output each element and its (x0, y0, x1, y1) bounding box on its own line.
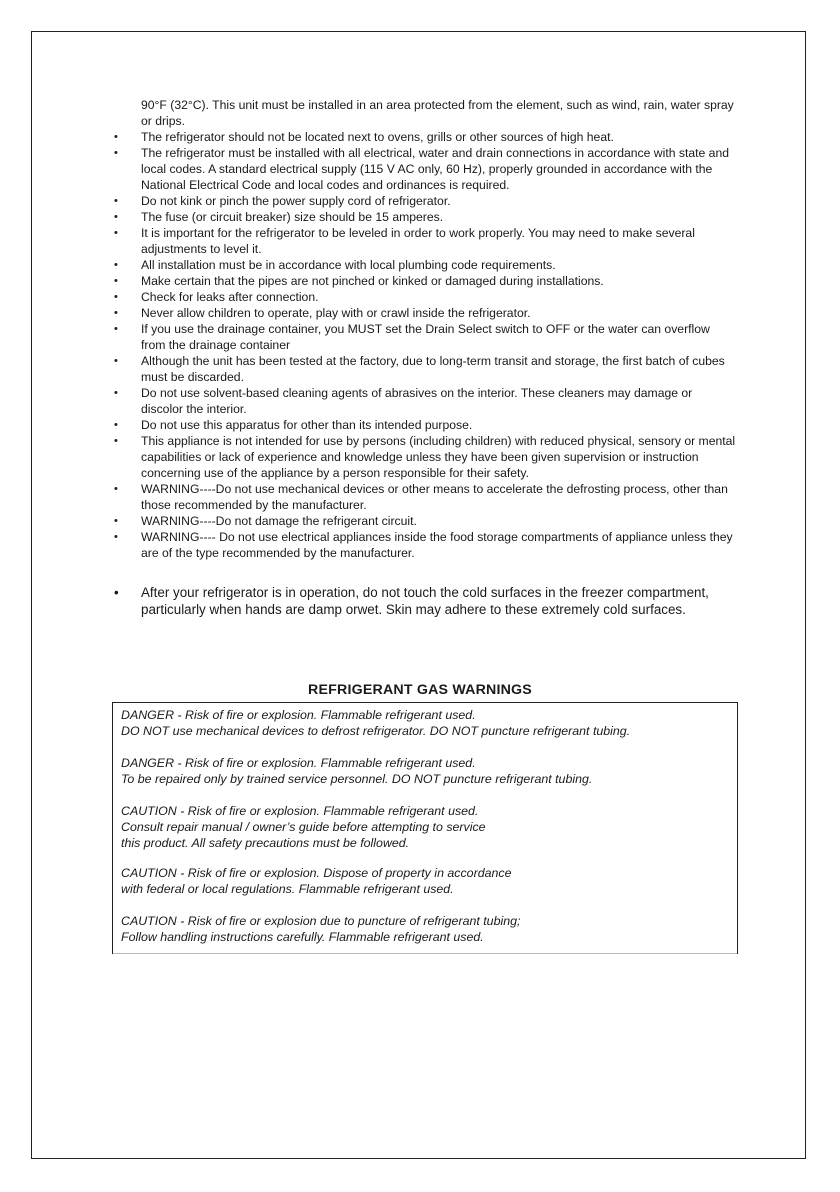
list-item (112, 209, 736, 225)
warning-line: DO NOT use mechanical devices to defrost refrigerator. DO NOT puncture refrigerant tubing. (121, 724, 631, 738)
bullet-icon: • (114, 483, 118, 495)
warning-line: Follow handling instructions carefully. Flammable refrigerant used. (121, 930, 484, 944)
list-item-text: After your refrigerator is in operation, do not touch the cold surfaces in the freezer compartment, particularly when hands are damp orwet. Skin may adhere to these extremely cold surfaces. (141, 585, 709, 617)
warning-block (121, 803, 486, 851)
warning-line: with federal or local regulations. Flammable refrigerant used. (121, 882, 454, 896)
list-item-text: Do not kink or pinch the power supply cord of refrigerator. (141, 194, 451, 208)
list-item (112, 193, 736, 209)
warning-line: CAUTION - Risk of fire or explosion. Dispose of property in accordance (121, 866, 512, 880)
list-item (112, 513, 736, 529)
warning-line: CAUTION - Risk of fire or explosion. Flammable refrigerant used. (121, 804, 479, 818)
list-item (112, 257, 736, 273)
warning-line: To be repaired only by trained service personnel. DO NOT puncture refrigerant tubing. (121, 772, 593, 786)
bullet-icon: • (114, 211, 118, 223)
bullet-icon: • (114, 323, 118, 335)
list-item (112, 273, 736, 289)
bullet-icon: • (114, 147, 118, 159)
list-item-text: WARNING----Do not damage the refrigerant circuit. (141, 514, 417, 528)
warning-block (121, 913, 520, 945)
list-item-text: WARNING----Do not use mechanical devices or other means to accelerate the defrosting process, other than those recommended by the manufacturer. (141, 482, 728, 512)
list-item-text: Never allow children to operate, play with or crawl inside the refrigerator. (141, 306, 531, 320)
cold-surface-warning (112, 584, 752, 618)
warning-line: DANGER - Risk of fire or explosion. Flammable refrigerant used. (121, 708, 476, 722)
list-item (112, 225, 736, 257)
list-item-text: The fuse (or circuit breaker) size should be 15 amperes. (141, 210, 444, 224)
list-item (112, 305, 736, 321)
list-item (112, 145, 736, 193)
list-item (112, 353, 736, 385)
bullet-icon: • (114, 515, 118, 527)
bullet-icon: • (114, 355, 118, 367)
bullet-icon: • (114, 419, 118, 431)
warning-line: DANGER - Risk of fire or explosion. Flammable refrigerant used. (121, 756, 476, 770)
bullet-icon: • (114, 531, 118, 543)
warning-line: this product. All safety precautions must be followed. (121, 836, 410, 850)
list-item (112, 129, 736, 145)
list-item-text: This appliance is not intended for use by persons (including children) with reduced physical, sensory or mental capabilities or lack of experience and knowledge unless they have been given supervision or instruction concerning use of the appliance by a person responsible for their safety. (141, 434, 736, 480)
bullet-icon: • (114, 195, 118, 207)
list-item (112, 289, 736, 305)
bullet-icon: • (114, 585, 119, 600)
list-item-text: If you use the drainage container, you MUST set the Drain Select switch to OFF or the water can overflow from the drainage container (141, 322, 710, 352)
list-item (112, 584, 752, 618)
list-item (112, 321, 736, 353)
list-item-text: Do not use this apparatus for other than its intended purpose. (141, 418, 473, 432)
bullet-icon: • (114, 259, 118, 271)
list-item (112, 417, 736, 433)
list-item (112, 481, 736, 513)
list-item-text: WARNING---- Do not use electrical appliances inside the food storage compartments of appliance unless they are of the type recommended by the manufacturer. (141, 530, 733, 560)
bullet-icon: • (114, 435, 118, 447)
list-item (112, 529, 736, 561)
list-item-text: All installation must be in accordance with local plumbing code requirements. (141, 258, 556, 272)
warning-line: Consult repair manual / owner’s guide before attempting to service (121, 820, 486, 834)
warning-block (121, 755, 592, 787)
list-item (112, 385, 736, 417)
safety-bullet-list (112, 129, 736, 561)
list-item-text: Although the unit has been tested at the factory, due to long-term transit and storage, the first batch of cubes must be discarded. (141, 354, 725, 384)
list-item-text: Make certain that the pipes are not pinched or kinked or damaged during installations. (141, 274, 604, 288)
refrigerant-warning-box (112, 702, 738, 954)
section-heading: REFRIGERANT GAS WARNINGS (308, 682, 532, 698)
warning-block (121, 707, 630, 739)
bullet-icon: • (114, 387, 118, 399)
warning-line: CAUTION - Risk of fire or explosion due to puncture of refrigerant tubing; (121, 914, 521, 928)
list-item (112, 433, 736, 481)
box-bottom-border (113, 953, 737, 954)
warning-block (121, 865, 511, 897)
bullet-icon: • (114, 131, 118, 143)
intro-continuation-text: 90°F (32°C). This unit must be installed in an area protected from the element, such as wind, rain, water spray or drips. (141, 98, 734, 128)
bullet-icon: • (114, 307, 118, 319)
list-item-text: Check for leaks after connection. (141, 290, 319, 304)
bullet-icon: • (114, 291, 118, 303)
list-item-text: The refrigerator must be installed with all electrical, water and drain connections in accordance with state and local codes. A standard electrical supply (115 V AC only, 60 Hz), properly grounded in accordance with the National Electrical Code and local codes and ordinances is required. (141, 146, 730, 192)
list-item-text: The refrigerator should not be located next to ovens, grills or other sources of high heat. (141, 130, 614, 144)
bullet-icon: • (114, 227, 118, 239)
list-item-text: Do not use solvent-based cleaning agents of abrasives on the interior. These cleaners may damage or discolor the interior. (141, 386, 693, 416)
list-item-text: It is important for the refrigerator to be leveled in order to work properly. You may need to make several adjustments to level it. (141, 226, 695, 256)
bullet-icon: • (114, 275, 118, 287)
